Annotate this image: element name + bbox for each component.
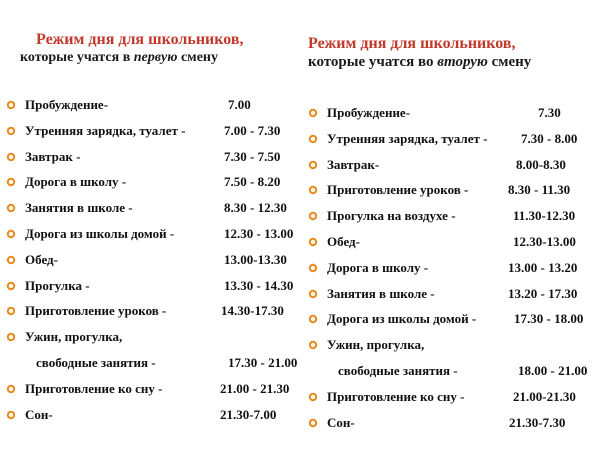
activity-label: Утренняя зарядка, туалет - xyxy=(327,130,488,146)
bullet-icon xyxy=(308,133,318,145)
schedule-row xyxy=(308,284,598,304)
bullet-icon xyxy=(308,184,318,196)
first-shift-title-line2 xyxy=(20,49,244,67)
activity-label: Пробуждение- xyxy=(327,105,411,120)
schedule-row xyxy=(308,180,598,200)
bullet-icon xyxy=(6,254,16,266)
time-range: 8.00-8.30 xyxy=(516,156,566,172)
time-range: 7.00 xyxy=(228,97,251,112)
activity-label: Прогулка - xyxy=(25,277,90,293)
time-range: 21.00 - 21.30 xyxy=(220,380,290,396)
activity-label: Приготовление уроков - xyxy=(327,182,469,198)
activity-label: Пробуждение- xyxy=(25,97,109,112)
first-shift-title-prefix: которые учатся в xyxy=(20,50,134,65)
schedule-row xyxy=(308,361,598,381)
time-range: 11.30-12.30 xyxy=(513,208,576,224)
time-range: 13.00 - 13.20 xyxy=(508,259,578,275)
time-range: 7.30 - 7.50 xyxy=(224,148,281,164)
bullet-icon xyxy=(308,236,318,248)
activity-label: свободные занятия - xyxy=(36,355,156,370)
bullet-icon xyxy=(6,176,16,188)
time-range: 8.30 - 11.30 xyxy=(508,182,571,198)
schedule-row xyxy=(6,379,296,399)
schedule-row xyxy=(308,387,598,407)
activity-label: Завтрак - xyxy=(25,148,81,164)
first-shift-title-emphasis: первую xyxy=(133,50,178,65)
time-range: 7.30 - 8.00 xyxy=(521,130,578,146)
activity-label: Сон- xyxy=(327,414,355,430)
time-range: 13.20 - 17.30 xyxy=(508,285,578,301)
activity-label: Обед- xyxy=(25,251,58,267)
bullet-icon xyxy=(308,339,318,351)
schedule-row xyxy=(6,198,296,218)
schedule-row xyxy=(6,250,296,270)
schedule-row xyxy=(308,232,598,252)
schedule-row xyxy=(308,129,598,149)
time-range: 17.30 - 18.00 xyxy=(514,311,584,327)
second-shift-title-line2 xyxy=(308,53,531,71)
bullet-icon xyxy=(308,417,318,429)
schedule-row xyxy=(308,258,598,278)
bullet-icon xyxy=(308,313,318,325)
bullet-icon xyxy=(6,99,16,111)
first-shift-title-line1: Режим дня для школьников, xyxy=(36,31,244,48)
first-shift-title xyxy=(20,31,244,67)
second-shift-title-prefix: которые учатся во xyxy=(308,54,438,70)
time-range: 18.00 - 21.00 xyxy=(518,363,588,378)
schedule-row xyxy=(6,327,296,347)
bullet-icon xyxy=(308,262,318,274)
schedule-row xyxy=(308,413,598,433)
activity-label: Дорога в школу - xyxy=(327,259,429,275)
activity-label: Дорога в школу - xyxy=(25,174,127,190)
bullet-icon xyxy=(6,305,16,317)
activity-label: Сон- xyxy=(25,406,53,422)
second-shift-title-suffix: смену xyxy=(487,54,532,70)
schedule-row xyxy=(6,405,296,425)
time-range: 12.30 - 13.00 xyxy=(224,226,294,241)
bullet-icon xyxy=(6,228,16,240)
time-range: 21.00-21.30 xyxy=(513,388,576,404)
second-shift-title xyxy=(308,35,531,71)
activity-label: Приготовление уроков - xyxy=(25,303,167,319)
time-range: 13.00-13.30 xyxy=(224,251,287,267)
activity-label: Приготовление ко сну - xyxy=(327,388,465,404)
activity-label: Прогулка на воздухе - xyxy=(327,208,456,224)
bullet-icon xyxy=(6,202,16,214)
time-range: 7.50 - 8.20 xyxy=(224,174,281,190)
schedule-row xyxy=(6,121,296,141)
activity-label: Ужин, прогулка, xyxy=(25,329,123,345)
bullet-icon xyxy=(6,383,16,395)
activity-label: Приготовление ко сну - xyxy=(25,380,163,396)
schedule-row xyxy=(6,147,296,167)
bullet-icon xyxy=(308,210,318,222)
activity-label: Завтрак- xyxy=(327,156,380,172)
activity-label: Занятия в школе - xyxy=(25,200,133,216)
schedule-row xyxy=(308,103,598,123)
time-range: 7.00 - 7.30 xyxy=(224,122,281,138)
activity-label: Обед- xyxy=(327,234,360,249)
time-range: 17.30 - 21.00 xyxy=(228,355,298,370)
bullet-icon xyxy=(308,288,318,300)
time-range: 8.30 - 12.30 xyxy=(224,200,287,216)
activity-label: Ужин, прогулка, xyxy=(327,337,425,353)
bullet-icon xyxy=(308,391,318,403)
time-range: 13.30 - 14.30 xyxy=(224,277,294,293)
activity-label: Занятия в школе - xyxy=(327,285,435,301)
bullet-icon xyxy=(6,151,16,163)
time-range: 14.30-17.30 xyxy=(221,303,284,319)
schedule-row xyxy=(6,353,296,373)
schedule-row xyxy=(6,95,296,115)
second-shift-title-line1: Режим дня для школьников, xyxy=(308,35,516,52)
schedule-row xyxy=(308,155,598,175)
schedule-row xyxy=(6,224,296,244)
time-range: 21.30-7.00 xyxy=(220,406,277,422)
time-range: 7.30 xyxy=(538,105,561,120)
schedule-row xyxy=(308,335,598,355)
time-range: 21.30-7.30 xyxy=(509,414,566,430)
bullet-icon xyxy=(308,107,318,119)
schedule-row xyxy=(308,206,598,226)
bullet-icon xyxy=(6,280,16,292)
schedule-row xyxy=(6,276,296,296)
bullet-icon xyxy=(308,159,318,171)
second-shift-title-emphasis: вторую xyxy=(437,54,488,70)
activity-label: Дорога из школы домой - xyxy=(25,226,175,241)
activity-label: свободные занятия - xyxy=(338,363,458,378)
schedule-row xyxy=(6,172,296,192)
first-shift-title-suffix: смену xyxy=(177,50,218,65)
bullet-icon xyxy=(6,125,16,137)
activity-label: Дорога из школы домой - xyxy=(327,311,477,327)
bullet-icon xyxy=(6,409,16,421)
time-range: 12.30-13.00 xyxy=(513,234,576,249)
activity-label: Утренняя зарядка, туалет - xyxy=(25,122,186,138)
bullet-icon xyxy=(6,331,16,343)
schedule-row xyxy=(308,309,598,329)
schedule-row xyxy=(6,301,296,321)
